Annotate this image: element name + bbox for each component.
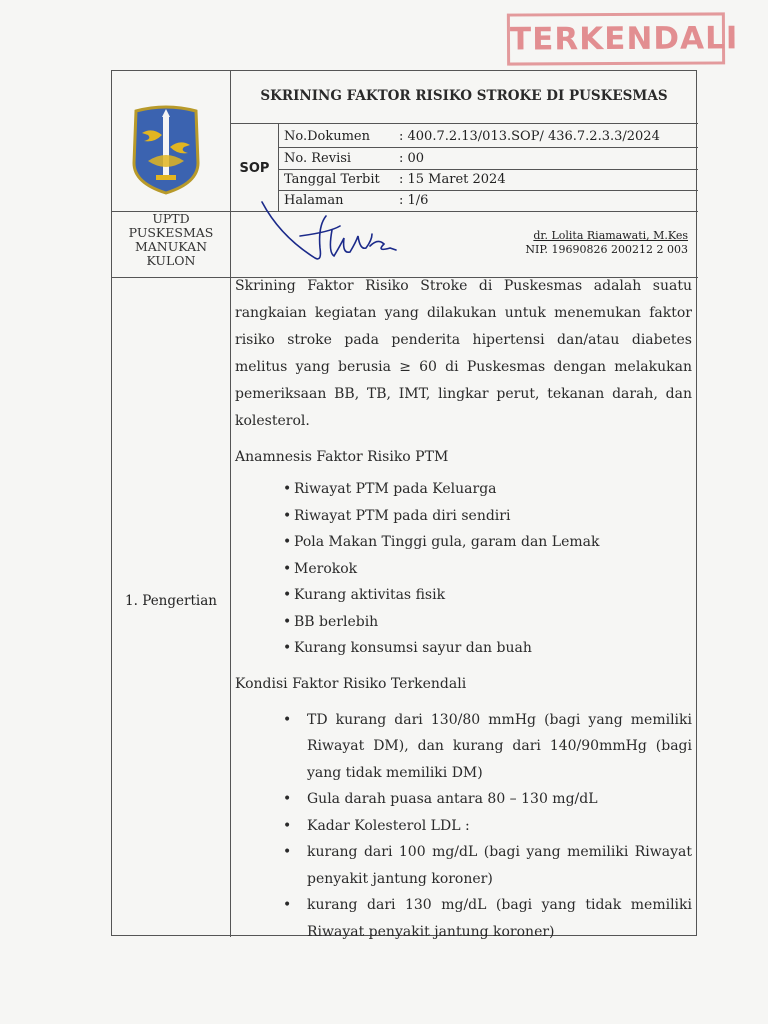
meta-value: : 00 <box>399 151 425 166</box>
list-item: • TD kurang dari 130/80 mmHg (bagi yang memiliki Riwayat DM), dan kurang dari 140/90mmHg (bagi yang tidak memiliki DM) <box>283 707 692 787</box>
list-item: • kurang dari 130 mg/dL (bagi yang tidak memiliki Riwayat penyakit jantung koroner) <box>283 892 692 945</box>
anamnesis-heading: Anamnesis Faktor Risiko PTM <box>235 449 449 465</box>
list-item: • Riwayat PTM pada Keluarga <box>283 476 692 503</box>
left-column-divider <box>230 71 231 937</box>
meta-value: : 15 Maret 2024 <box>399 172 506 187</box>
meta-label: No. Revisi <box>284 151 352 166</box>
list-item: • BB berlebih <box>283 609 692 636</box>
sop-document <box>111 70 697 940</box>
intro-paragraph: Skrining Faktor Risiko Stroke di Puskesmas adalah suatu rangkaian kegiatan yang dilakukan untuk menemukan faktor risiko stroke pada penderita hipertensi dan/atau diabetes melitus yang berusia ≥ 60 di Puskesmas dengan melakukan pemeriksaan BB, TB, IMT, lingkar perut, tekanan darah, dan kolesterol. <box>235 278 692 429</box>
list-item: • Pola Makan Tinggi gula, garam dan Lemak <box>283 529 692 556</box>
meta-label: Halaman <box>284 193 344 208</box>
document-title: SKRINING FAKTOR RISIKO STROKE DI PUSKESMAS <box>260 88 668 104</box>
signer-name: dr. Lolita Riamawati, M.Kes <box>533 229 688 242</box>
sop-label: SOP <box>239 161 270 176</box>
meta-row-divider <box>278 147 698 148</box>
list-item: • Riwayat PTM pada diri sendiri <box>283 503 692 530</box>
org-line: UPTD <box>152 211 190 226</box>
list-item: • Gula darah puasa antara 80 – 130 mg/dL <box>283 786 692 813</box>
org-line: MANUKAN <box>134 239 208 254</box>
signer-block <box>525 229 688 257</box>
org-line: KULON <box>146 253 196 268</box>
list-item: • Merokok <box>283 556 692 583</box>
signer-nip: NIP. 19690826 200212 2 003 <box>525 243 688 256</box>
list-item: • Kurang aktivitas fisik <box>283 582 692 609</box>
meta-label: Tanggal Terbit <box>284 172 380 187</box>
list-item: • kurang dari 100 mg/dL (bagi yang memiliki Riwayat penyakit jantung koroner) <box>283 839 692 892</box>
kondisi-heading: Kondisi Faktor Risiko Terkendali <box>235 675 467 692</box>
list-item: • Kadar Kolesterol LDL : <box>283 813 692 840</box>
meta-label: No.Dokumen <box>284 129 370 144</box>
meta-value: : 1/6 <box>399 193 429 208</box>
list-item: • Kurang konsumsi sayur dan buah <box>283 635 692 662</box>
kondisi-list <box>235 707 692 946</box>
title-divider <box>230 123 698 124</box>
terkendali-stamp: TERKENDALI <box>507 12 725 65</box>
section-label: 1. Pengertian <box>125 593 217 609</box>
surabaya-emblem-icon <box>126 103 206 195</box>
organization-name <box>112 212 230 268</box>
meta-value: : 400.7.2.13/013.SOP/ 436.7.2.3.3/2024 <box>399 129 660 144</box>
handwritten-signature <box>260 196 410 266</box>
anamnesis-list <box>235 476 692 662</box>
org-line: PUSKESMAS <box>128 225 214 240</box>
section-content <box>235 273 692 945</box>
